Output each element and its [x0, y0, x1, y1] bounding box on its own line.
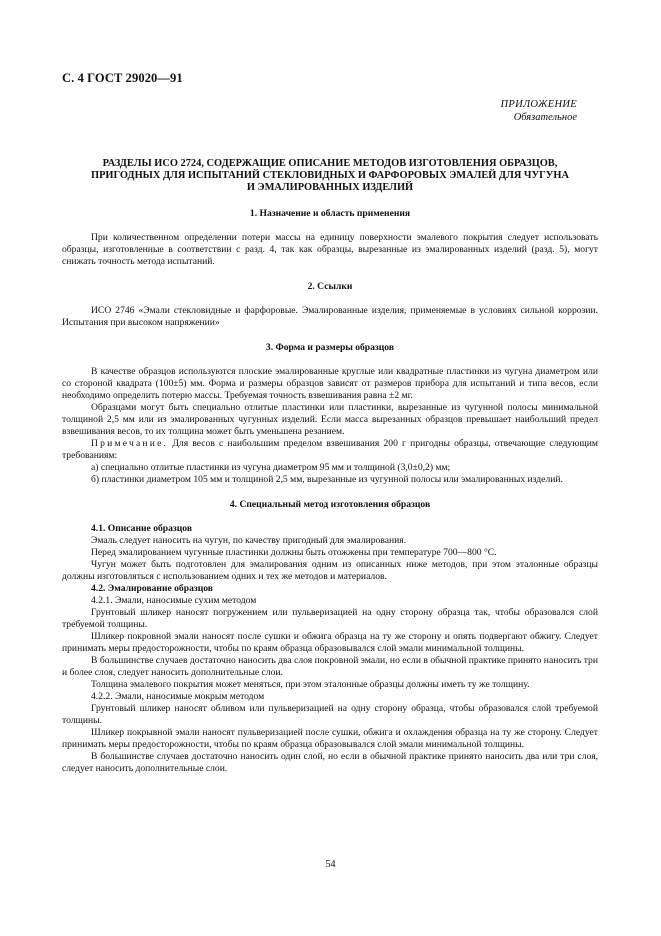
title-line: И ЭМАЛИРОВАННЫХ ИЗДЕЛИЙ [246, 182, 414, 193]
paragraph: В качестве образцов используются плоские эмалированные круглые или квадратные пластинки из чугуна диаметром или со стороной квадрата (100±5) мм. Форма и размеры образцов зависят от размеров прибора для испытаний и типа весов, если необходимо определить потерю массы. Требуемая точность взвешивания равна ±2 мг. [62, 366, 598, 401]
subsubsection-heading-4-2-2: 4.2.2. Эмали, наносимые мокрым методом [91, 691, 265, 702]
paragraph: Образцами могут быть специально отлитые пластинки или пластинки, вырезанные из чугунной полосы минимальной толщиной 2,5 мм или из эмалированных чугунных изделий. Если масса вырезанных образцов превышает наибольший предел взвешивания весов, то их толщина может быть уменьшена резанием. [62, 402, 598, 437]
paragraph: Чугун может быть подготовлен для эмалирования одним из описанных ниже методов, при этом эталонные образцы должны изготовляться с использованием одних и тех же методов и материалов. [62, 559, 598, 582]
paragraph: При количественном определении потери массы на единицу поверхности эмалевого покрытия следует использовать образцы, изготовленные в соответствии с разд. 4, так как образцы, вырезанные из эмалированных изделий (разд. 5), могут снижать точность метода испытаний. [62, 232, 598, 267]
list-item-a: а) специально отлитые пластинки из чугуна диаметром 95 мм и толщиной (3,0±0,2) мм; [91, 462, 451, 473]
page-header: С. 4 ГОСТ 29020—91 [62, 71, 183, 85]
paragraph: В большинстве случаев достаточно наносить два слоя покровной эмали, но если в обычной практике принято наносить три и более слоя, следует наносить дополнительные слои. [62, 655, 598, 678]
paragraph: Шликер покровной эмали наносят после сушки и обжига образца на ту же сторону и опять подвергают обжигу. Следует принимать меры предосторожности, чтобы по краям образца образовывался слой эмали минимальной толщины. [62, 631, 598, 654]
subsection-heading-4-1: 4.1. Описание образцов [91, 523, 193, 534]
title-line: РАЗДЕЛЫ ИСО 2724, СОДЕРЖАЩИЕ ОПИСАНИЕ МЕТОДОВ ИЗГОТОВЛЕНИЯ ОБРАЗЦОВ, [102, 158, 558, 169]
section-heading-1: 1. Назначение и область применения [249, 208, 411, 219]
paragraph: Толщина эмалевого покрытия может меняться, при этом эталонные образцы должны иметь ту же толщину. [91, 679, 530, 690]
appendix-label: ПРИЛОЖЕНИЕ [500, 99, 577, 110]
paragraph: Грунтовый шликер наносят погружением или пульверизацией на одну сторону образца так, чтобы образовался слой требуемой толщины. [62, 607, 598, 630]
title-line: ПРИГОДНЫХ ДЛЯ ИСПЫТАНИЙ СТЕКЛОВИДНЫХ И ФАРФОРОВЫХ ЭМАЛЕЙ ДЛЯ ЧУГУНА [91, 170, 569, 181]
document-body [62, 158, 598, 775]
appendix-label-block [501, 98, 578, 124]
appendix-status: Обязательное [513, 112, 577, 123]
subsection-heading-4-2: 4.2. Эмалирование образцов [91, 583, 213, 594]
section-heading-2: 2. Ссылки [307, 281, 353, 292]
paragraph: Шликер покрывной эмали наносят пульверизацией после сушки, обжига и охлаждения образца на ту же сторону. Следует принимать меры предосторожности, чтобы по краям образца образовывался слой эмали минимальной толщины. [62, 727, 598, 750]
document-title [62, 158, 598, 194]
list-item-b: б) пластинки диаметром 105 мм и толщиной 2,5 мм, вырезанные из чугунной полосы или эмалированных изделий. [91, 474, 563, 485]
section-heading-3: 3. Форма и размеры образцов [265, 342, 395, 353]
paragraph: В большинстве случаев достаточно наносить один слой, но если в обычной практике принято наносить два или три слоя, следует наносить дополнительные слои. [62, 751, 598, 774]
paragraph: Грунтовый шликер наносят обливом или пульверизацией на одну сторону образца, чтобы образовался слой требуемой толщины. [62, 703, 598, 726]
subsubsection-heading-4-2-1: 4.2.1. Эмали, наносимые сухим методом [91, 595, 257, 606]
paragraph: Перед эмалированием чугунные пластинки должны быть отожжены при температуре 700—800 °С. [91, 547, 497, 558]
section-heading-4: 4. Специальный метод изготовления образцов [229, 499, 431, 510]
paragraph: ИСО 2746 «Эмали стекловидные и фарфоровые. Эмалированные изделия, применяемые в условиях сильной коррозии. Испытания при высоком напряжении» [62, 305, 598, 328]
paragraph: Эмаль следует наносить на чугун, по качеству пригодный для эмалирования. [91, 535, 407, 546]
note-paragraph [62, 438, 598, 462]
page-number: 54 [325, 859, 336, 870]
note-text: Для весов с наибольшим пределом взвешивания 200 г пригодны образцы, отвечающие следующим требованиям: [62, 438, 598, 461]
note-label: Примечание. [91, 438, 169, 449]
